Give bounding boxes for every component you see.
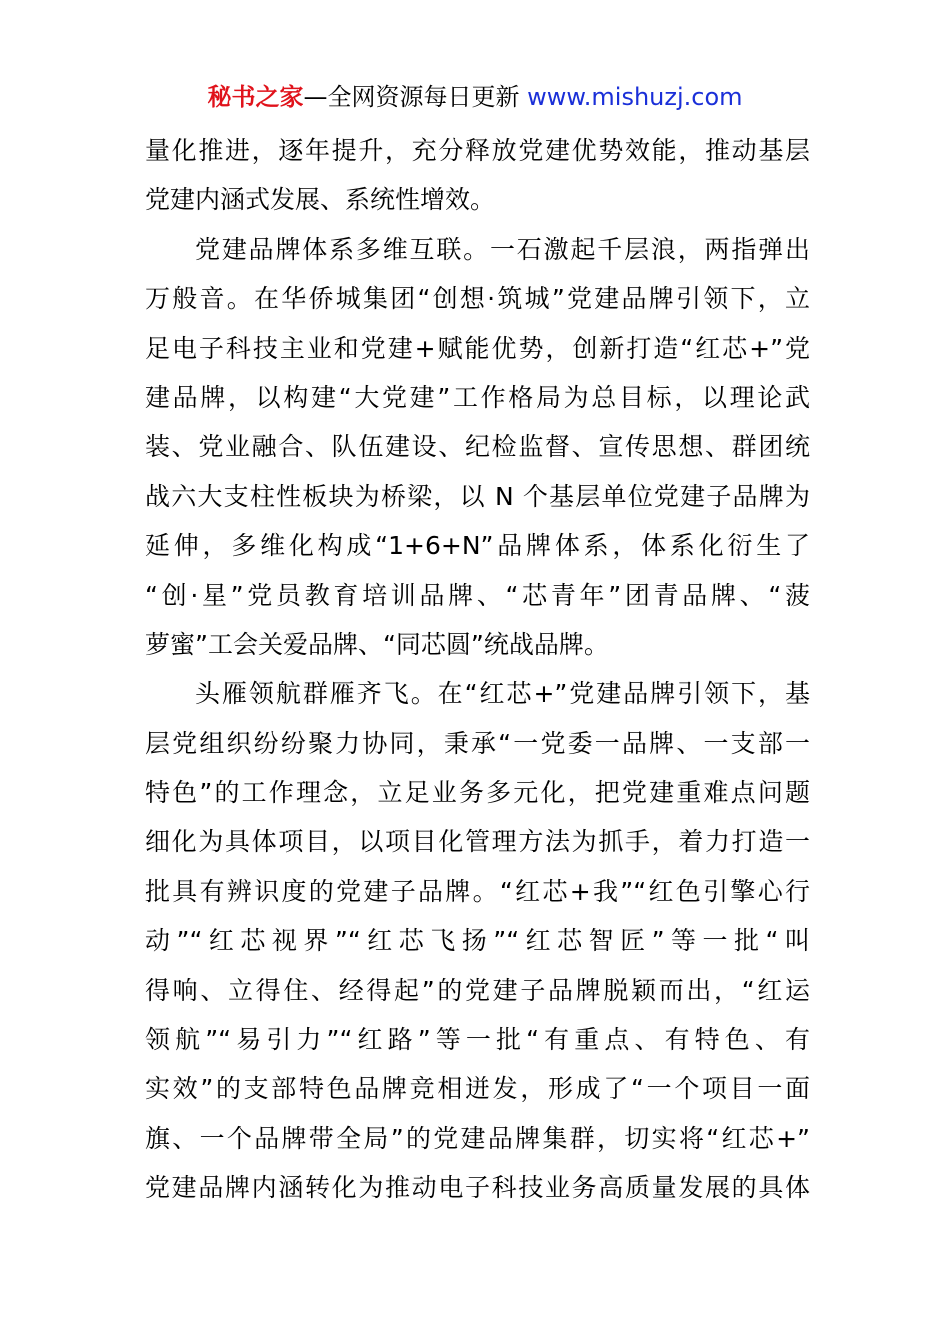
brand-name: 秘书之家 — [207, 83, 304, 111]
text-line: 批具有辨识度的党建子品牌。“红芯+我”“红色引擎心行 — [145, 876, 810, 906]
paragraph-p3 — [145, 669, 810, 1212]
text-line: 实效”的支部特色品牌竞相迸发，形成了“一个项目一面 — [145, 1074, 810, 1104]
text-line: 特色”的工作理念，立足业务多元化，把党建重难点问题 — [145, 778, 810, 808]
text-line: 旗、一个品牌带全局”的党建品牌集群，切实将“红芯+” — [145, 1123, 810, 1153]
text-line: 得响、立得住、经得起”的党建子品牌脱颖而出，“红运 — [145, 975, 810, 1005]
text-line: “创·星”党员教育培训品牌、“芯青年”团青品牌、“菠 — [145, 580, 810, 610]
text-line: 党建品牌体系多维互联。一石激起千层浪，两指弹出 — [195, 234, 810, 264]
text-line: 细化为具体项目，以项目化管理方法为抓手，着力打造一 — [145, 827, 810, 857]
paragraph-p2 — [145, 225, 810, 670]
text-line: 头雁领航群雁齐飞。在“红芯+”党建品牌引领下，基 — [195, 679, 810, 709]
text-line: 党建品牌内涵转化为推动电子科技业务高质量发展的具体 — [145, 1173, 810, 1203]
header-tagline: —全网资源每日更新 — [303, 83, 528, 111]
text-line: 战六大支柱性板块为桥梁，以 N 个基层单位党建子品牌为 — [145, 481, 810, 511]
text-line: 万般音。在华侨城集团“创想·筑城”党建品牌引领下，立 — [145, 284, 810, 314]
text-line: 建品牌，以构建“大党建”工作格局为总目标，以理论武 — [145, 382, 810, 412]
text-line: 动”“红芯视界”“红芯飞扬”“红芯智匠”等一批“叫 — [145, 926, 810, 956]
document-body — [145, 126, 810, 1213]
site-url-link[interactable]: www.mishuzj.com — [527, 83, 743, 111]
text-line: 层党组织纷纷聚力协同，秉承“一党委一品牌、一支部一 — [145, 728, 810, 758]
watermark-header — [0, 80, 950, 114]
text-line: 萝蜜”工会关爱品牌、“同芯圆”统战品牌。 — [145, 629, 609, 659]
text-line: 量化推进，逐年提升，充分释放党建优势效能，推动基层 — [145, 136, 810, 165]
text-line: 领航”“易引力”“红路”等一批“有重点、有特色、有 — [145, 1025, 810, 1055]
paragraph-p1 — [145, 126, 810, 225]
text-line: 党建内涵式发展、系统性增效。 — [145, 185, 496, 215]
text-line: 延伸，多维化构成“1+6+N”品牌体系，体系化衍生了 — [145, 531, 810, 561]
text-line: 装、党业融合、队伍建设、纪检监督、宣传思想、群团统 — [145, 432, 810, 462]
text-line: 足电子科技主业和党建+赋能优势，创新打造“红芯+”党 — [145, 333, 810, 363]
